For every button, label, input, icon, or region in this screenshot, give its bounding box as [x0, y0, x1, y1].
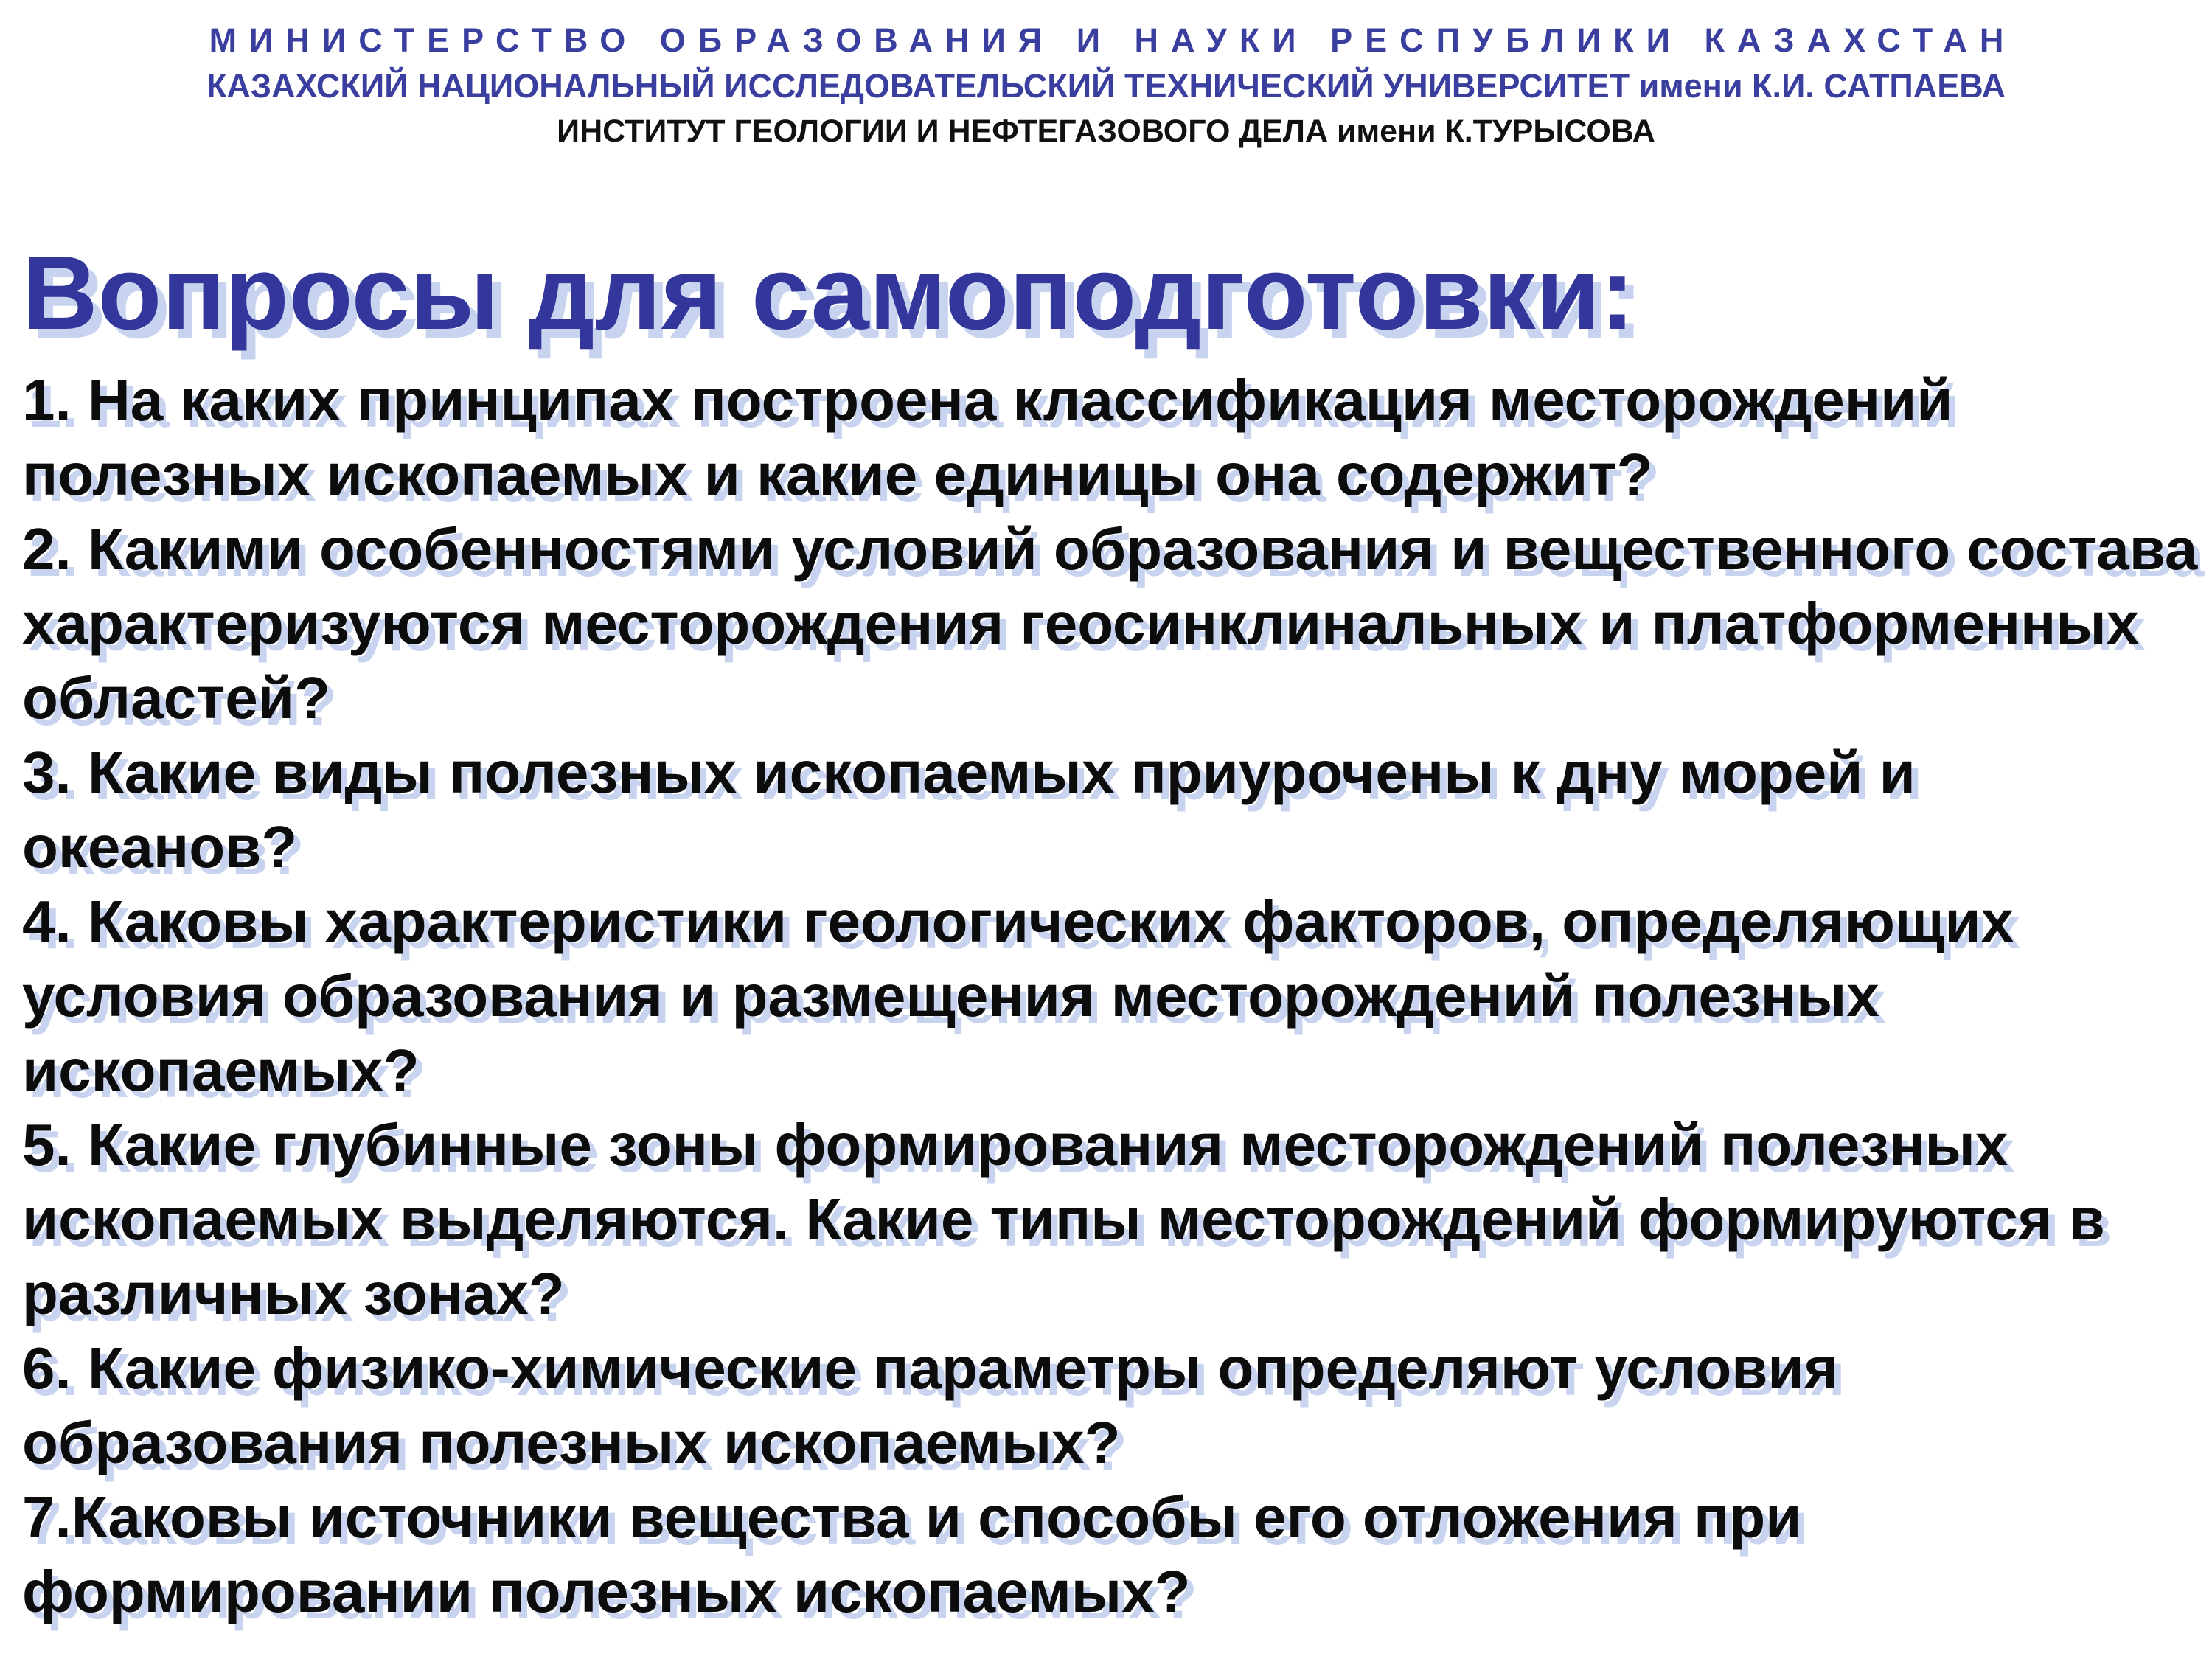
university-name: КАЗАХСКИЙ НАЦИОНАЛЬНЫЙ ИССЛЕДОВАТЕЛЬСКИЙ ТЕХНИЧЕСКИЙ УНИВЕРСИТЕТ имени К.И. САТПАЕВА — [206, 67, 2006, 105]
question-item: 2. Какими особенностями условий образования и вещественного состава характеризуются месторождения геосинклинальных и платформенных областей? — [22, 516, 2198, 731]
question-item: 5. Какие глубинные зоны формирования месторождений полезных ископаемых выделяются. Какие типы месторождений формируются в различных зонах? — [22, 1112, 2105, 1326]
header — [0, 19, 2212, 153]
ministry-name: МИНИСТЕРСТВО ОБРАЗОВАНИЯ И НАУКИ РЕСПУБЛИКИ КАЗАХСТАН — [209, 21, 2017, 59]
questions-list — [22, 363, 2205, 1629]
question-item: 6. Какие физико-химические параметры определяют условия образования полезных ископаемых? — [22, 1335, 1839, 1475]
question-item: 7.Каковы источники вещества и способы его отложения при формировании полезных ископаемых? — [22, 1484, 1802, 1624]
question-item: 1. На каких принципах построена классификация месторождений полезных ископаемых и какие единицы она содержит? — [22, 367, 1953, 507]
question-item: 3. Какие виды полезных ископаемых приурочены к дну морей и океанов? — [22, 740, 1916, 880]
page-title: Вопросы для самоподготовки: — [22, 234, 1635, 352]
question-item: 4. Каковы характеристики геологических факторов, определяющих условия образования и размещения месторождений полезных ископаемых? — [22, 888, 2014, 1103]
institute-name: ИНСТИТУТ ГЕОЛОГИИ И НЕФТЕГАЗОВОГО ДЕЛА имени К.ТУРЫСОВА — [557, 114, 1655, 149]
